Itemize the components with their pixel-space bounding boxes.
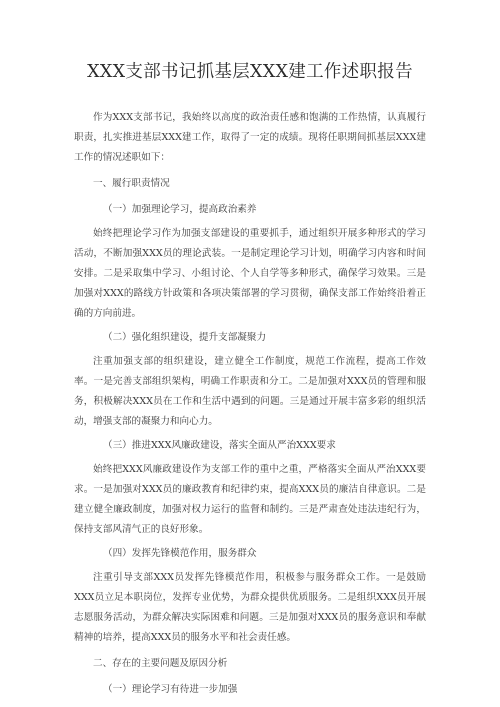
subsection-heading-1-4: （四）发挥先锋模范作用，服务群众 [103, 548, 257, 559]
subsection-heading-1-1: （一）加强理论学习，提高政治素养 [103, 204, 257, 215]
paragraph-1-3: 始终把XXX风廉政建设作为支部工作的重中之重，严格落实全面从严治XXX要求。一是加强对XXX员的廉政教育和纪律约束，提高XXX员的廉洁自律意识。二是建立健全廉政制度，加强对权力运行的监督和制约。三是严肃查处违法违纪行为，保持支部风清气正的良好形象。 [74, 464, 426, 535]
paragraph-1-4: 注重引导支部XXX员发挥先锋模范作用，积极参与服务群众工作。一是鼓励XXX员立足本职岗位，发挥专业优势，为群众提供优质服务。二是组织XXX员开展志愿服务活动，为群众解决实际困难和问题。三是加强对XXX员的服务意识和奉献精神的培养，提高XXX员的服务水平和社会责任感。 [74, 572, 426, 643]
intro-paragraph: 作为XXX支部书记，我始终以高度的政治责任感和饱满的工作热情，认真履行职责，扎实推进基层XXX建工作，取得了一定的成绩。现将任职期间抓基层XXX建工作的情况述职如下： [74, 112, 426, 163]
subsection-heading-1-2: （二）强化组织建设，提升支部凝聚力 [103, 332, 267, 343]
paragraph-1-1: 始终把理论学习作为加强支部建设的重要抓手，通过组织开展多种形式的学习活动，不断加强XXX员的理论武装。一是制定理论学习计划，明确学习内容和时间安排。二是采取集中学习、小组讨论、个人自学等多种形式，确保学习效果。三是加强对XXX的路线方针政策和各项决策部署的学习贯彻，确保支部工作始终沿着正确的方向前进。 [74, 228, 426, 319]
subsection-heading-1-3: （三）推进XXX风廉政建设，落实全面从严治XXX要求 [103, 440, 336, 451]
paragraph-1-2: 注重加强支部的组织建设，建立健全工作制度，规范工作流程，提高工作效率。一是完善支部组织架构，明确工作职责和分工。二是加强对XXX员的管理和服务，积极解决XXX员在工作和生活中遇到的问题。三是通过开展丰富多彩的组织活动，增强支部的凝聚力和向心力。 [74, 356, 426, 427]
page-title: XXX支部书记抓基层XXX建工作述职报告 [87, 62, 413, 82]
section-heading-2: 二、存在的主要问题及原因分析 [93, 658, 228, 669]
section-heading-1: 一、履行职责情况 [93, 178, 170, 189]
subsection-heading-2-1: （一）理论学习有待进一步加强 [103, 684, 238, 695]
